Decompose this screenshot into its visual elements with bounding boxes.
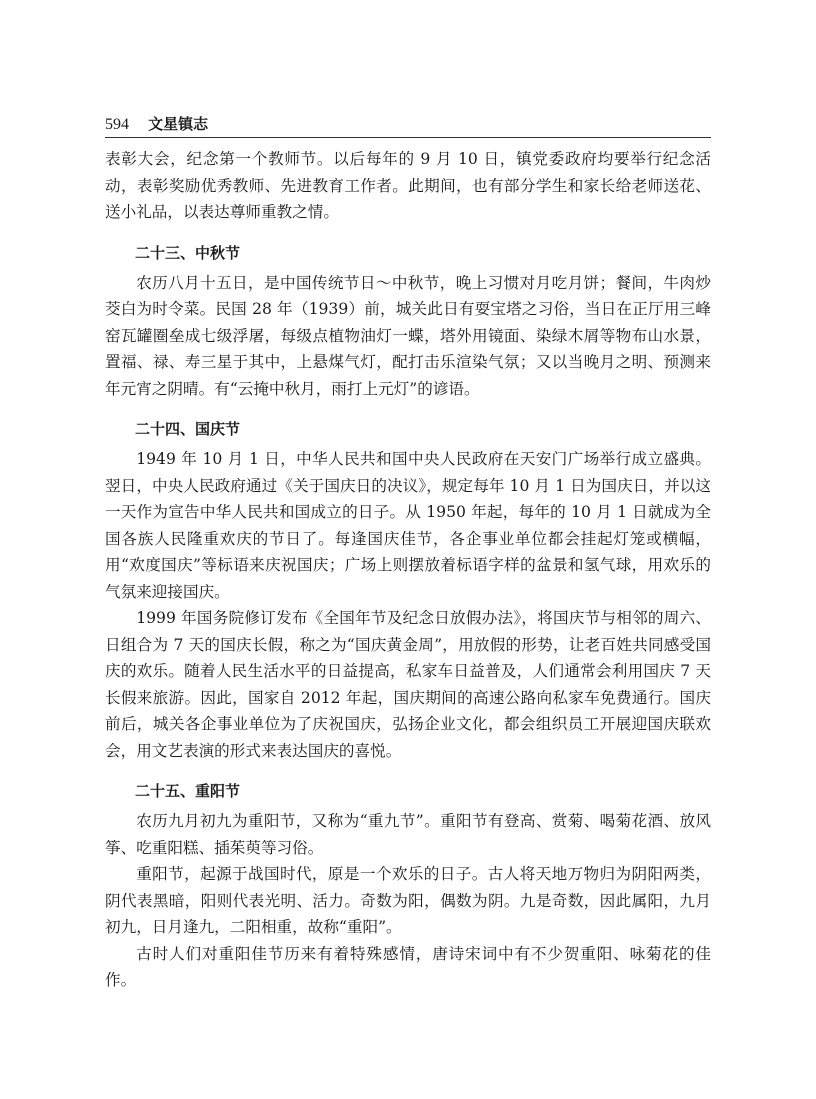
paragraph: 农历八月十五日，是中国传统节日～中秋节，晚上习惯对月吃月饼；餐间，牛肉炒茭白为时令菜。民国 28 年（1939）前，城关此日有耍宝塔之习俗，当日在正厅用三峰窑瓦罐圈垒成七级浮屠，每级点植物油灯一蝶，塔外用镜面、染绿木屑等物布山水景，置福、禄、寿三星于其中，上悬煤气灯，配打击乐渲染气氛；又以当晚月之明、预测来年元宵之阴晴。有“云掩中秋月，雨打上元灯”的谚语。 (105, 273, 711, 398)
section-mid-autumn (105, 240, 711, 403)
section-heading: 二十三、中秋节 (135, 243, 241, 262)
paragraph: 1999 年国务院修订发布《全国年节及纪念日放假办法》，将国庆节与相邻的周六、日组合为 7 天的国庆长假，称之为“国庆黄金周”，用放假的形势，让老百姓共同感受国庆的欢乐。随着人民生活水平的日益提高，私家车日益普及，人们通常会利用国庆 7 天长假来旅游。因此，国家自 2012 年起，国庆期间的高速公路向私家车免费通行。国庆前后，城关各企事业单位为了庆祝国庆，弘扬企业文化，都会组织员工开展迎国庆联欢会，用文艺表演的形式来表达国庆的喜悦。 (105, 609, 711, 760)
paragraph: 古时人们对重阳佳节历来有着特殊感情，唐诗宋词中有不少贺重阳、咏菊花的佳作。 (105, 944, 711, 989)
page-number: 594 (105, 116, 129, 133)
section-heading: 二十五、重阳节 (135, 782, 241, 800)
paragraph: 重阳节，起源于战国时代，原是一个欢乐的日子。古人将天地万物归为阴阳两类，阴代表黑暗，阳则代表光明、活力。奇数为阳，偶数为阴。九是奇数，因此属阳，九月初九，日月逢九，二阳相重，故称“重阳”。 (105, 865, 711, 936)
book-title: 文星镇志 (148, 115, 209, 133)
paragraph: 农历九月初九为重阳节，又称为“重九节”。重阳节有登高、赏菊、喝菊花酒、放风筝、吃重阳糕、插茱萸等习俗。 (105, 812, 711, 857)
paragraph: 1949 年 10 月 1 日，中华人民共和国中央人民政府在天安门广场举行成立盛典。翌日，中央人民政府通过《关于国庆日的决议》，规定每年 10 月 1 日为国庆日，并以这一天作为宣告中华人民共和国成立的日子。从 1950 年起，每年的 10 月 1 日就成为全国各族人民隆重欢庆的节日了。每逢国庆佳节，各企事业单位都会挂起灯笼或横幅，用“欢度国庆”等标语来庆祝国庆；广场上则摆放着标语字样的盆景和氢气球，用欢乐的气氛来迎接国庆。 (105, 450, 711, 601)
section-heading: 二十四、国庆节 (135, 420, 241, 438)
intro-paragraph: 表彰大会，纪念第一个教师节。以后每年的 9 月 10 日，镇党委政府均要举行纪念活动，表彰奖励优秀教师、先进教育工作者。此期间，也有部分学生和家长给老师送花、送小礼品，以表达尊师重教之情。 (105, 150, 711, 221)
page-header (105, 113, 711, 138)
section-national-day (105, 416, 711, 764)
page-body (105, 146, 711, 994)
section-double-ninth (105, 778, 711, 994)
